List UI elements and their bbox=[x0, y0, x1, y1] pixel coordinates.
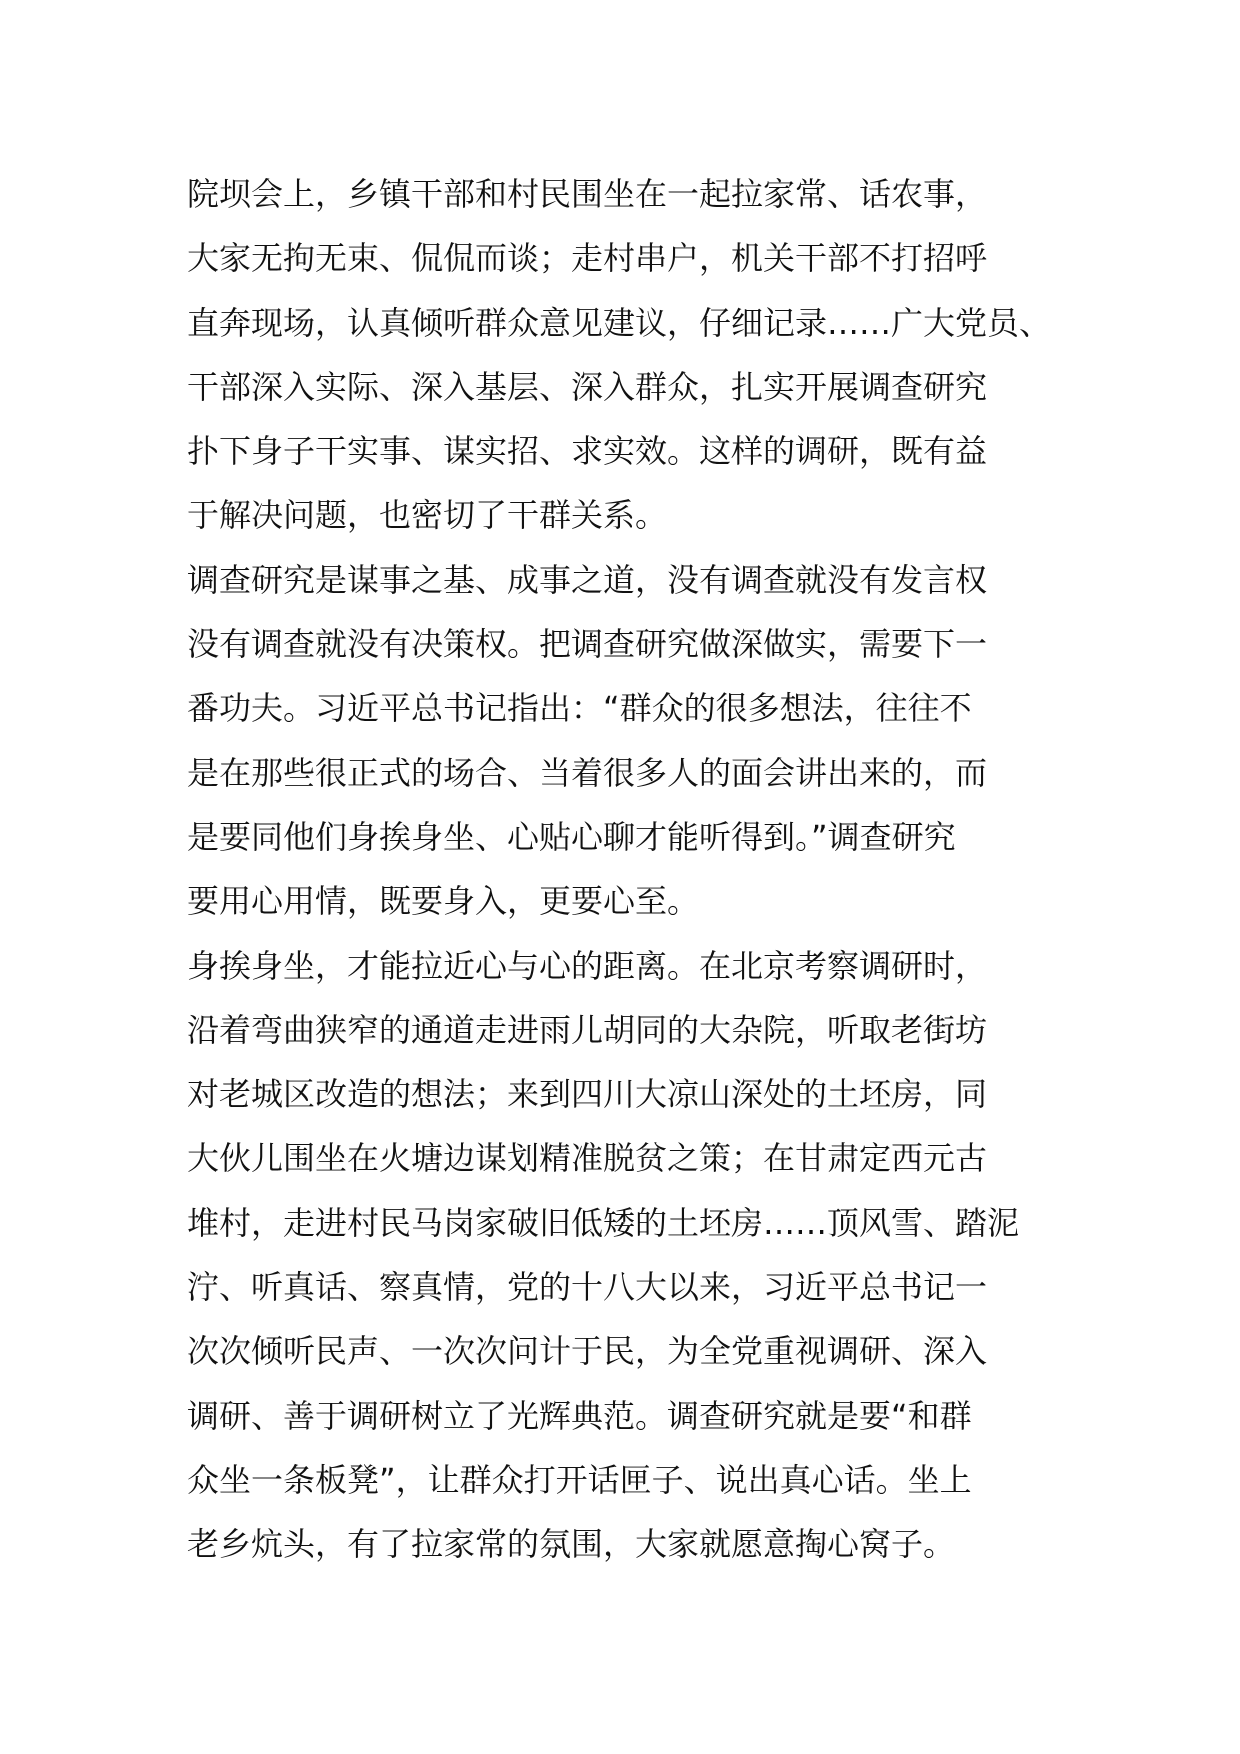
text-line: 堆村，走进村民马岗家破旧低矮的土坯房……顶风雪、踏泥 bbox=[187, 1203, 1020, 1242]
text-line: 扑下身子干实事、谋实招、求实效。这样的调研，既有益 bbox=[187, 432, 988, 471]
paragraph-3 bbox=[187, 934, 1087, 1577]
text-line: 番功夫。习近平总书记指出：“群众的很多想法，往往不 bbox=[187, 689, 972, 728]
text-line: 调研、善于调研树立了光辉典范。调查研究就是要“和群 bbox=[187, 1396, 972, 1435]
text-line: 大家无拘无束、侃侃而谈；走村串户，机关干部不打招呼 bbox=[187, 239, 988, 278]
text-line: 沿着弯曲狭窄的通道走进雨儿胡同的大杂院，听取老街坊 bbox=[187, 1010, 988, 1049]
text-line: 是在那些很正式的场合、当着很多人的面会讲出来的，而 bbox=[187, 753, 988, 792]
text-line: 泞、听真话、察真情，党的十八大以来，习近平总书记一 bbox=[187, 1268, 988, 1307]
text-line: 是要同他们身挨身坐、心贴心聊才能听得到。”调查研究 bbox=[187, 817, 956, 856]
text-line: 直奔现场，认真倾听群众意见建议，仔细记录……广大党员、 bbox=[187, 303, 1052, 342]
text-line: 众坐一条板凳”，让群众打开话匣子、说出真心话。坐上 bbox=[187, 1460, 972, 1499]
text-line: 老乡炕头，有了拉家常的氛围，大家就愿意掏心窝子。 bbox=[187, 1525, 956, 1564]
text-line: 对老城区改造的想法；来到四川大凉山深处的土坯房，同 bbox=[187, 1075, 988, 1114]
text-line: 院坝会上，乡镇干部和村民围坐在一起拉家常、话农事， bbox=[187, 175, 988, 213]
paragraph-2 bbox=[187, 548, 1087, 934]
text-line: 大伙儿围坐在火塘边谋划精准脱贫之策；在甘肃定西元古 bbox=[187, 1139, 988, 1178]
text-line: 要用心用情，既要身入，更要心至。 bbox=[187, 882, 700, 921]
text-line: 没有调查就没有决策权。把调查研究做深做实，需要下一 bbox=[187, 625, 988, 664]
text-line: 于解决问题，也密切了干群关系。 bbox=[187, 496, 668, 535]
text-line: 次次倾听民声、一次次问计于民，为全党重视调研、深入 bbox=[187, 1332, 988, 1371]
text-line: 调查研究是谋事之基、成事之道，没有调查就没有发言权 bbox=[187, 560, 988, 599]
text-line: 干部深入实际、深入基层、深入群众，扎实开展调查研究 bbox=[187, 367, 988, 406]
document-body bbox=[187, 162, 1087, 1577]
text-line: 身挨身坐，才能拉近心与心的距离。在北京考察调研时， bbox=[187, 946, 988, 985]
paragraph-1 bbox=[187, 162, 1087, 548]
